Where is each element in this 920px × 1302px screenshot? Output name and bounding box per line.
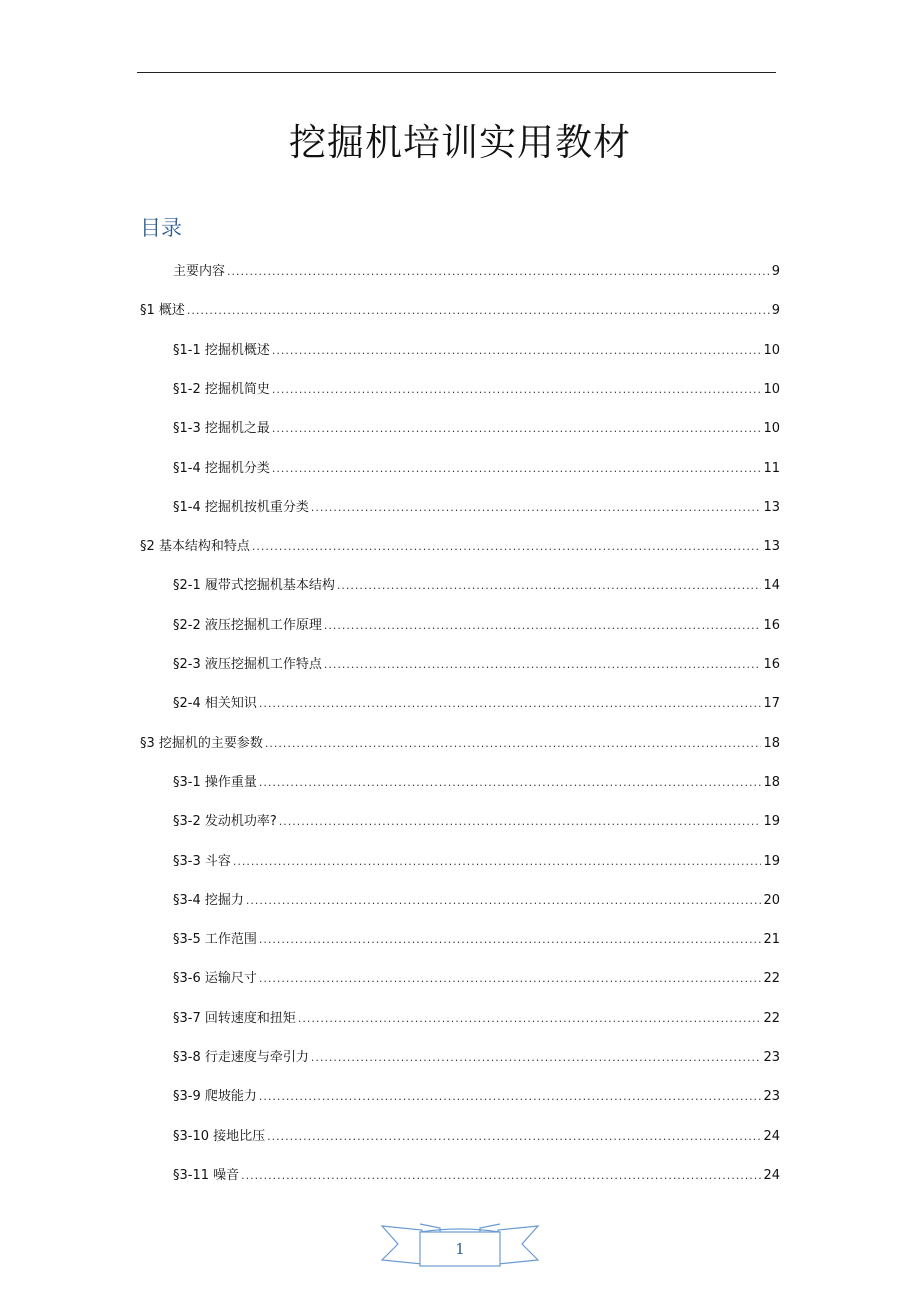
toc-entry[interactable] — [173, 850, 780, 870]
header-rule — [137, 72, 776, 73]
toc-entry-label: §1-3 挖掘机之最 — [173, 421, 270, 437]
toc-entry[interactable] — [173, 457, 780, 477]
toc-entry-label: §3-3 斗容 — [173, 853, 231, 869]
toc-dot-leader — [298, 1012, 762, 1025]
toc-entry-page: 19 — [763, 814, 780, 830]
toc-dot-leader — [265, 737, 762, 750]
toc-entry-label: §2-3 液压挖掘机工作特点 — [173, 657, 322, 672]
toc-entry-page: 13 — [763, 499, 780, 515]
toc-entry[interactable] — [173, 771, 780, 791]
toc-entry-page: 22 — [763, 1010, 780, 1026]
toc-dot-leader — [259, 697, 762, 710]
toc-entry[interactable] — [173, 339, 780, 359]
toc-dot-leader — [311, 501, 762, 514]
toc-entry[interactable] — [173, 692, 780, 712]
toc-dot-leader — [259, 776, 762, 789]
toc-entry-page: 18 — [763, 735, 780, 751]
toc-entry[interactable] — [173, 417, 780, 437]
toc-dot-leader — [246, 894, 762, 907]
toc-dot-leader — [187, 304, 770, 317]
toc-entry[interactable] — [173, 574, 780, 594]
document-title: 挖掘机培训实用教材 — [289, 121, 631, 164]
toc-entry[interactable] — [140, 732, 780, 752]
toc-entry-page: 16 — [763, 617, 780, 633]
toc-dot-leader — [252, 540, 762, 553]
toc-dot-leader — [337, 579, 762, 592]
toc-entry-label: §1-4 挖掘机分类 — [173, 460, 270, 476]
toc-entry[interactable] — [140, 299, 780, 319]
toc-entry-page: 10 — [763, 421, 780, 437]
toc-entry-label: §3-11 噪音 — [173, 1167, 240, 1183]
toc-entry-page: 16 — [763, 657, 780, 672]
toc-entry[interactable] — [173, 614, 780, 634]
toc-dot-leader — [259, 933, 762, 946]
toc-dot-leader — [279, 815, 762, 828]
toc-entry[interactable] — [173, 1125, 780, 1145]
toc-entry[interactable] — [173, 889, 780, 909]
toc-entry-page: 10 — [763, 342, 780, 358]
toc-entry-label: §3-1 操作重量 — [173, 774, 257, 790]
toc-entry-label: 主要内容 — [173, 264, 226, 279]
toc-entry-page: 9 — [771, 303, 780, 319]
toc-dot-leader — [324, 658, 762, 671]
toc-entry-page: 24 — [763, 1128, 780, 1144]
toc-dot-leader — [272, 422, 762, 435]
toc-entry-page: 24 — [763, 1167, 780, 1183]
toc-dot-leader — [241, 1169, 761, 1182]
toc-entry-label: §2-2 液压挖掘机工作原理 — [173, 617, 322, 633]
toc-entry-label: §2 基本结构和特点 — [140, 539, 250, 555]
toc-entry-label: §3 挖掘机的主要参数 — [140, 735, 263, 751]
page-number: 1 — [455, 1240, 465, 1258]
toc-entry-label: §3-7 回转速度和扭矩 — [173, 1010, 296, 1026]
toc-entry-page: 23 — [763, 1050, 780, 1065]
toc-entry[interactable] — [173, 653, 780, 673]
toc-entry-label: §3-4 挖掘力 — [173, 892, 244, 908]
toc-entry[interactable] — [173, 810, 780, 830]
toc-entry[interactable] — [173, 967, 780, 987]
toc-entry[interactable] — [173, 1164, 780, 1184]
toc-entry[interactable] — [173, 1007, 780, 1027]
toc-dot-leader — [227, 265, 770, 278]
toc-entry[interactable] — [173, 378, 780, 398]
toc-entry-label: §2-4 相关知识 — [173, 696, 257, 712]
toc-entry[interactable] — [173, 1085, 780, 1105]
toc-entry-page: 14 — [763, 578, 780, 594]
toc-dot-leader — [233, 855, 762, 868]
toc-dot-leader — [272, 344, 762, 357]
toc-entry-label: §3-5 工作范围 — [173, 932, 257, 948]
toc-heading: 目录 — [140, 216, 182, 240]
toc-entry-label: §3-6 运输尺寸 — [173, 971, 257, 987]
toc-entry-label: §3-9 爬坡能力 — [173, 1089, 257, 1105]
toc-entry-label: §1-2 挖掘机简史 — [173, 381, 270, 397]
toc-entry-page: 11 — [763, 460, 780, 476]
toc-dot-leader — [324, 619, 762, 632]
toc-entry-label: §2-1 履带式挖掘机基本结构 — [173, 578, 335, 594]
toc-entry-label: §1-1 挖掘机概述 — [173, 342, 270, 358]
toc-entry-page: 17 — [763, 696, 780, 712]
toc-entry[interactable] — [173, 928, 780, 948]
toc-entry-page: 23 — [763, 1089, 780, 1105]
toc-entry-label: §1 概述 — [140, 303, 185, 319]
toc-entry[interactable] — [140, 535, 780, 555]
toc-dot-leader — [272, 462, 762, 475]
toc-dot-leader — [259, 972, 762, 985]
toc-entry-page: 19 — [763, 853, 780, 869]
toc-dot-leader — [272, 383, 762, 396]
toc-entry-page: 9 — [771, 264, 780, 279]
toc-entry-page: 20 — [763, 892, 780, 908]
toc-dot-leader — [267, 1130, 761, 1143]
toc-entry[interactable] — [173, 1046, 780, 1066]
toc-entry-label: §3-2 发动机功率? — [173, 814, 277, 830]
toc-entry-page: 13 — [763, 539, 780, 555]
toc-entry-page: 18 — [763, 774, 780, 790]
toc-entry-label: §3-8 行走速度与牵引力 — [173, 1050, 309, 1065]
toc-entry-page: 21 — [763, 932, 780, 948]
toc-entry-label: §1-4 挖掘机按机重分类 — [173, 499, 309, 515]
toc-dot-leader — [259, 1090, 762, 1103]
toc-entry-label: §3-10 接地比压 — [173, 1128, 266, 1144]
toc-entry-page: 10 — [763, 381, 780, 397]
toc-dot-leader — [311, 1051, 762, 1064]
toc-entry[interactable] — [173, 260, 780, 280]
toc-entry-page: 22 — [763, 971, 780, 987]
page-footer — [380, 1220, 540, 1268]
toc-entry[interactable] — [173, 496, 780, 516]
